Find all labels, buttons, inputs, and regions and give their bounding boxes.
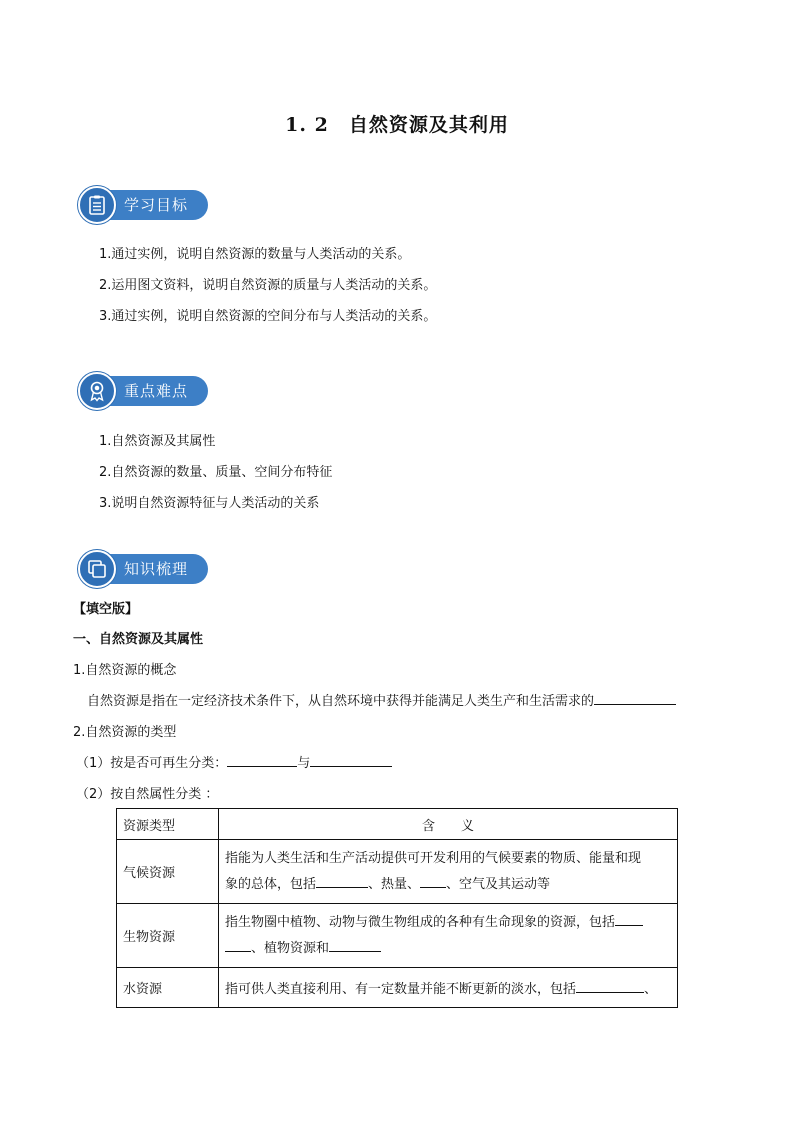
classification-label: （1）按是否可再生分类： [76, 756, 228, 771]
section-header-goals [78, 186, 218, 224]
resource-table [116, 808, 678, 1008]
table-header-cell: 含 义 [219, 809, 678, 840]
table-cell-type: 生物资源 [117, 904, 219, 968]
goal-item: 2.运用图文资料，说明自然资源的质量与人类活动的关系。 [99, 278, 437, 293]
table-row [117, 968, 678, 1008]
table-cell-meaning [219, 840, 678, 904]
fill-blank[interactable] [227, 752, 297, 767]
connector-text: 与 [297, 756, 311, 771]
meaning-text: 、 [644, 982, 658, 997]
version-label: 【填空版】 [73, 602, 139, 617]
fill-blank[interactable] [310, 752, 392, 767]
table-header-cell: 资源类型 [117, 809, 219, 840]
award-ribbon-icon [78, 372, 116, 410]
table-cell-meaning [219, 968, 678, 1008]
meaning-text: 指可供人类直接利用、有一定数量并能不断更新的淡水，包括 [225, 982, 577, 997]
section-heading: 一、自然资源及其属性 [73, 632, 204, 647]
table-row [117, 904, 678, 968]
section-header-knowledge [78, 550, 218, 588]
meaning-text: 、植物资源和 [251, 940, 330, 956]
table-cell-meaning [219, 904, 678, 968]
meaning-line: 指能为人类生活和生产活动提供可开发利用的气候要素的物质、能量和现 [225, 850, 642, 866]
fill-blank[interactable] [594, 690, 676, 705]
fill-blank[interactable] [420, 873, 446, 888]
goal-item: 3.通过实例，说明自然资源的空间分布与人类活动的关系。 [99, 309, 437, 324]
section-header-keypoints [78, 372, 218, 410]
types-title: 2.自然资源的类型 [73, 725, 177, 740]
table-header-row [117, 809, 678, 840]
meaning-text: 象的总体，包括 [225, 876, 317, 892]
table-row [117, 840, 678, 904]
keypoint-item: 3.说明自然资源特征与人类活动的关系 [99, 496, 320, 511]
concept-text [87, 690, 676, 709]
keypoint-item: 2.自然资源的数量、质量、空间分布特征 [99, 465, 333, 480]
stacked-pages-icon [78, 550, 116, 588]
table-cell-type: 气候资源 [117, 840, 219, 904]
fill-blank[interactable] [329, 937, 381, 952]
meaning-text: 、热量、 [368, 876, 421, 892]
fill-blank[interactable] [615, 911, 643, 926]
clipboard-checklist-icon [78, 186, 116, 224]
goal-item: 1.通过实例，说明自然资源的数量与人类活动的关系。 [99, 247, 411, 262]
keypoint-item: 1.自然资源及其属性 [99, 434, 216, 449]
meaning-text: 指生物圈中植物、动物与微生物组成的各种有生命现象的资源，包括 [225, 914, 616, 930]
section-header-label: 重点难点 [94, 376, 208, 406]
section-header-label: 学习目标 [94, 190, 208, 220]
concept-title: 1.自然资源的概念 [73, 663, 177, 678]
fill-blank[interactable] [225, 937, 251, 952]
classification-renewable [76, 752, 392, 771]
fill-blank[interactable] [576, 978, 644, 993]
table-cell-type: 水资源 [117, 968, 219, 1008]
concept-sentence: 自然资源是指在一定经济技术条件下，从自然环境中获得并能满足人类生产和生活需求的 [87, 694, 595, 709]
classification-natural: （2）按自然属性分类 ： [76, 787, 219, 802]
fill-blank[interactable] [316, 873, 368, 888]
section-header-label: 知识梳理 [94, 554, 208, 584]
meaning-text: 、空气及其运动等 [446, 876, 551, 892]
page-title: 1. 2 自然资源及其利用 [285, 114, 509, 136]
